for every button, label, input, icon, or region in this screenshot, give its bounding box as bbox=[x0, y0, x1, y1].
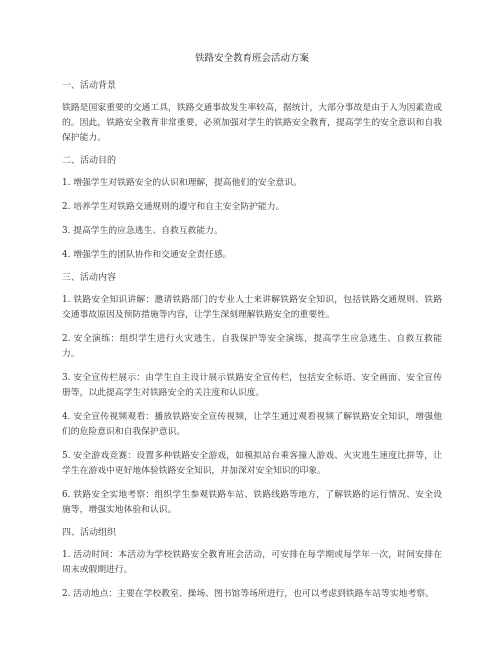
section-heading: 二、活动目的 bbox=[62, 156, 117, 166]
section-heading: 三、活动内容 bbox=[62, 273, 117, 283]
list-item: 3. 安全宣传栏展示：由学生自主设计展示铁路安全宣传栏，包括安全标语、安全画面、安全宣传册等，以此提高学生对铁路安全的关注度和认识度。 bbox=[62, 373, 442, 398]
list-item: 6. 铁路安全实地考察：组织学生参观铁路车站、铁路线路等地方，了解铁路的运行情况、安全设施等，增强实地体验和认识。 bbox=[62, 490, 442, 515]
section-heading: 四、活动组织 bbox=[62, 528, 117, 538]
list-item: 1. 增强学生对铁路安全的认识和理解，提高他们的安全意识。 bbox=[62, 178, 302, 188]
section-purpose bbox=[62, 155, 442, 263]
list-item: 3. 提高学生的应急逃生、自救互救能力。 bbox=[62, 226, 223, 236]
section-background bbox=[62, 80, 442, 146]
paragraph: 铁路是国家重要的交通工具，铁路交通事故发生率较高，据统计，大部分事故是由于人为因素造成的。因此，铁路安全教育非常重要，必须加强对学生的铁路安全教育，提高学生的安全意识和自我保护能力。 bbox=[62, 103, 442, 143]
list-item: 2. 安全演练：组织学生进行火灾逃生、自我保护等安全演练，提高学生应急逃生、自救互救能力。 bbox=[62, 334, 442, 359]
list-item: 2. 活动地点：主要在学校教室、操场、图书馆等场所进行，也可以考虑到铁路车站等实地考察。 bbox=[62, 589, 434, 599]
list-item: 5. 安全游戏竞赛：设置多种铁路安全游戏，如模拟站台乘客撞人游戏、火灾逃生速度比拼等，让学生在游戏中更好地体验铁路安全知识，并加深对安全知识的印象。 bbox=[62, 451, 442, 476]
list-item: 4. 安全宣传视频观看：播放铁路安全宣传视频，让学生通过观看视频了解铁路安全知识，增强他们的危险意识和自我保护意识。 bbox=[62, 412, 442, 437]
list-item: 1. 铁路安全知识讲解：邀请铁路部门的专业人士来讲解铁路安全知识，包括铁路交通规则、铁路交通事故原因及预防措施等内容，让学生深刻理解铁路安全的重要性。 bbox=[62, 295, 442, 320]
section-content bbox=[62, 272, 442, 518]
list-item: 2. 培养学生对铁路交通规则的遵守和自主安全防护能力。 bbox=[62, 202, 285, 212]
section-organization bbox=[62, 527, 442, 602]
list-item: 1. 活动时间：本活动为学校铁路安全教育班会活动，可安排在每学期或每学年一次，时间安排在周末或假期进行。 bbox=[62, 550, 442, 575]
section-heading: 一、活动背景 bbox=[62, 81, 117, 91]
document-title: 铁路安全教育班会活动方案 bbox=[194, 53, 309, 64]
list-item: 4. 增强学生的团队协作和交通安全责任感。 bbox=[62, 250, 232, 260]
